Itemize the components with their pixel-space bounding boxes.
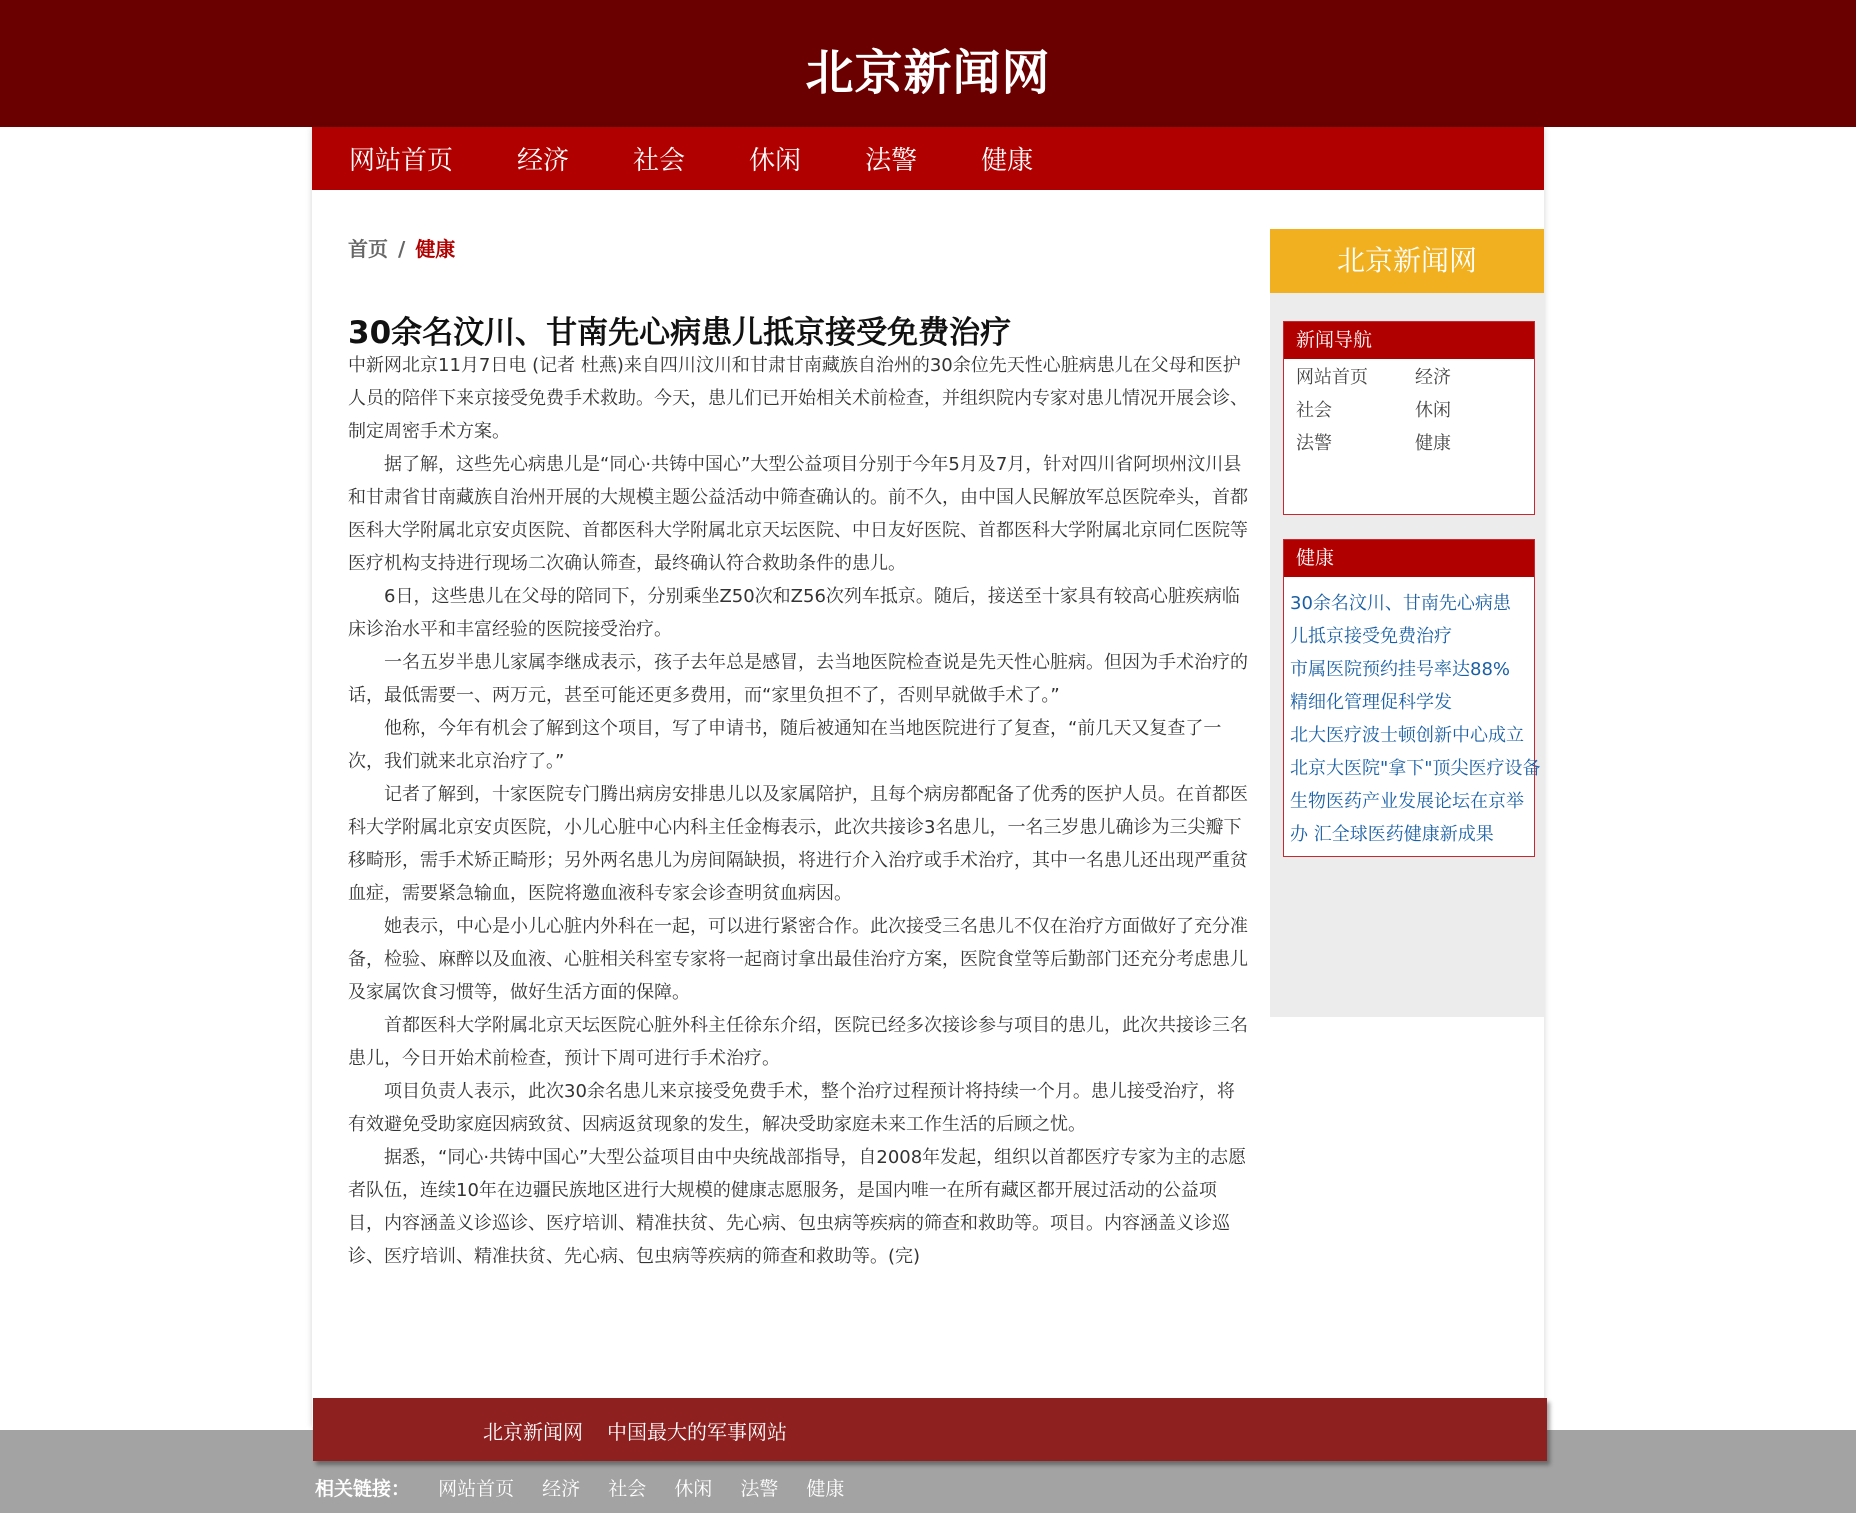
news-nav-item-society[interactable]: 社会 [1296, 400, 1332, 421]
article-title: 30余名汶川、甘南先心病患儿抵京接受免费治疗 [348, 315, 1012, 351]
related-link-police[interactable]: 法警 [740, 1478, 779, 1500]
nav-item-economy[interactable]: 经济 [517, 146, 570, 176]
news-nav-item-leisure[interactable]: 休闲 [1415, 400, 1451, 421]
news-nav-box [1283, 321, 1535, 515]
article-paragraph: 项目负责人表示，此次30余名患儿来京接受免费手术，整个治疗过程预计将持续一个月。患儿接受治疗，将有效避免受助家庭因病致贫、因病返贫现象的发生，解决受助家庭未来工作生活的后顾之忧。 [348, 1081, 1235, 1135]
related-link-leisure[interactable]: 休闲 [674, 1478, 713, 1500]
main-nav [312, 127, 1544, 190]
related-link-home[interactable]: 网站首页 [438, 1478, 515, 1500]
nav-item-health[interactable]: 健康 [981, 146, 1034, 176]
breadcrumb-separator: / [398, 237, 406, 261]
footer-slogan: 中国最大的军事网站 [607, 1420, 787, 1444]
footer-bar [313, 1398, 1547, 1461]
health-news-link[interactable]: 30余名汶川、甘南先心病患儿抵京接受免费治疗 [1290, 593, 1511, 647]
health-news-link[interactable]: 生物医药产业发展论坛在京举办 汇全球医药健康新成果 [1290, 791, 1524, 845]
article-paragraph: 一名五岁半患儿家属李继成表示，孩子去年总是感冒，去当地医院检查说是先天性心脏病。但因为手术治疗的话，最低需要一、两万元，甚至可能还更多费用，而“家里负担不了，否则早就做手术了。” [348, 652, 1248, 706]
related-links-label: 相关链接： [315, 1478, 411, 1500]
health-news-link[interactable]: 北京大医院"拿下"顶尖医疗设备 [1290, 758, 1541, 779]
news-nav-title: 新闻导航 [1284, 322, 1534, 359]
health-box [1283, 539, 1541, 857]
news-nav-item-police[interactable]: 法警 [1296, 433, 1332, 454]
nav-item-leisure[interactable]: 休闲 [749, 146, 802, 176]
sidebar [1270, 229, 1544, 1017]
health-news-list [1284, 577, 1541, 857]
related-link-society[interactable]: 社会 [608, 1478, 647, 1500]
related-link-health[interactable]: 健康 [806, 1478, 845, 1500]
health-box-title: 健康 [1284, 540, 1534, 577]
article-paragraph: 他称，今年有机会了解到这个项目，写了申请书，随后被通知在当地医院进行了复查，“前几天又复查了一次，我们就来北京治疗了。” [348, 718, 1222, 772]
header-banner [0, 0, 1856, 127]
health-news-link[interactable]: 北大医疗波士顿创新中心成立 [1290, 725, 1524, 746]
nav-item-society[interactable]: 社会 [633, 146, 686, 176]
breadcrumb [348, 233, 455, 262]
article-paragraph: 6日，这些患儿在父母的陪同下，分别乘坐Z50次和Z56次列车抵京。随后，接送至十家具有较高心脏疾病临床诊治水平和丰富经验的医院接受治疗。 [348, 586, 1240, 640]
breadcrumb-current[interactable]: 健康 [415, 237, 456, 261]
related-links [315, 1474, 866, 1501]
news-nav-item-health[interactable]: 健康 [1415, 433, 1451, 454]
article-paragraph: 据了解，这些先心病患儿是“同心·共铸中国心”大型公益项目分别于今年5月及7月，针对四川省阿坝州汶川县和甘肃省甘南藏族自治州开展的大规模主题公益活动中筛查确认的。前不久，由中国人民解放军总医院牵头，首都医科大学附属北京安贞医院、首都医科大学附属北京天坛医院、中日友好医院、首都医科大学附属北京同仁医院等医疗机构支持进行现场二次确认筛查，最终确认符合救助条件的患儿。 [348, 454, 1248, 574]
article-paragraph: 记者了解到，十家医院专门腾出病房安排患儿以及家属陪护，且每个病房都配备了优秀的医护人员。在首都医科大学附属北京安贞医院，小儿心脏中心内科主任金梅表示，此次共接诊3名患儿，一名三岁患儿确诊为三尖瓣下移畸形，需手术矫正畸形；另外两名患儿为房间隔缺损，将进行介入治疗或手术治疗，其中一名患儿还出现严重贫血症，需要紧急输血，医院将邀血液科专家会诊查明贫血病因。 [348, 784, 1248, 904]
article-paragraph: 据悉，“同心·共铸中国心”大型公益项目由中央统战部指导，自2008年发起，组织以首都医疗专家为主的志愿者队伍，连续10年在边疆民族地区进行大规模的健康志愿服务，是国内唯一在所有藏区都开展过活动的公益项目，内容涵盖义诊巡诊、医疗培训、精准扶贫、先心病、包虫病等疾病的筛查和救助等。项目。内容涵盖义诊巡诊、医疗培训、精准扶贫、先心病、包虫病等疾病的筛查和救助等。(完) [348, 1147, 1247, 1267]
news-nav-item-economy[interactable]: 经济 [1415, 367, 1451, 388]
sidebar-header: 北京新闻网 [1270, 229, 1544, 293]
article-body [348, 349, 1250, 1273]
article-paragraph: 首都医科大学附属北京天坛医院心脏外科主任徐东介绍，医院已经多次接诊参与项目的患儿，此次共接诊三名患儿，今日开始术前检查，预计下周可进行手术治疗。 [348, 1015, 1248, 1069]
news-nav-grid [1284, 359, 1534, 456]
site-title[interactable]: 北京新闻网 [805, 45, 1051, 101]
article-paragraph: 中新网北京11月7日电 (记者 杜燕)来自四川汶川和甘肃甘南藏族自治州的30余位先天性心脏病患儿在父母和医护人员的陪伴下来京接受免费手术救助。今天，患儿们已开始相关术前检查，并组织院内专家对患儿情况开展会诊、制定周密手术方案。 [348, 355, 1248, 442]
related-link-economy[interactable]: 经济 [542, 1478, 581, 1500]
nav-item-home[interactable]: 网站首页 [349, 146, 454, 176]
article-paragraph: 她表示，中心是小儿心脏内外科在一起，可以进行紧密合作。此次接受三名患儿不仅在治疗方面做好了充分准备，检验、麻醉以及血液、心脏相关科室专家将一起商讨拿出最佳治疗方案，医院食堂等后勤部门还充分考虑患儿及家属饮食习惯等，做好生活方面的保障。 [348, 916, 1248, 1003]
nav-item-police[interactable]: 法警 [865, 146, 918, 176]
health-news-link[interactable]: 市属医院预约挂号率达88% 精细化管理促科学发 [1290, 659, 1511, 713]
breadcrumb-home[interactable]: 首页 [348, 237, 388, 261]
main-container [312, 127, 1544, 1427]
footer-site-name: 北京新闻网 [483, 1420, 583, 1444]
news-nav-item-home[interactable]: 网站首页 [1296, 367, 1368, 388]
